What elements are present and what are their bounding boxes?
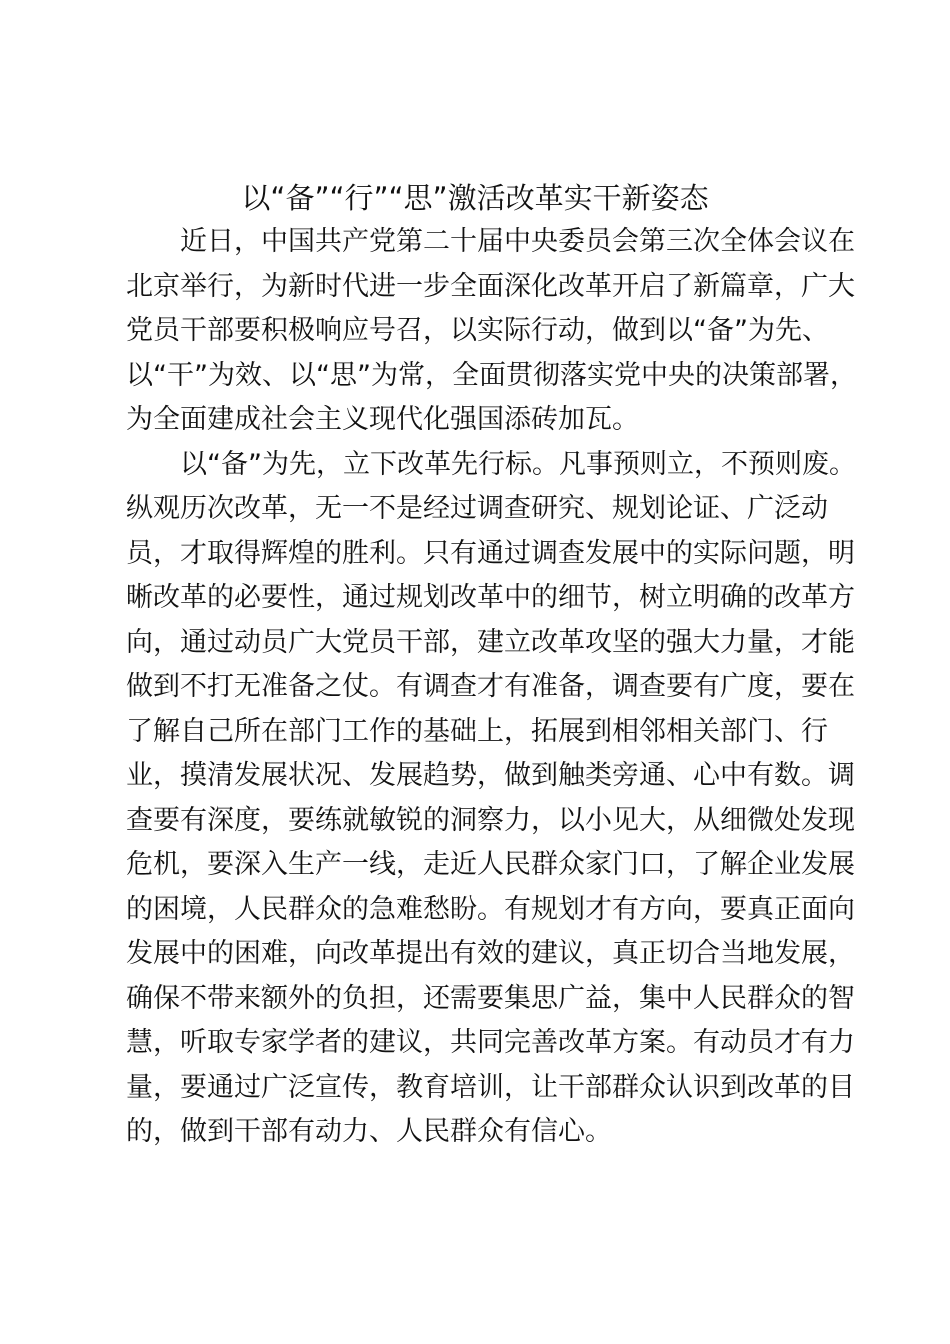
paragraph-1-line-4: 以“干”为效、以“思”为常，全面贯彻落实党中央的决策部署， <box>126 359 857 391</box>
paragraph-2-line-5: 向，通过动员广大党员干部，建立改革攻坚的强大力量，才能 <box>126 626 855 658</box>
paragraph-2-line-2: 纵观历次改革，无一不是经过调查研究、规划论证、广泛动 <box>126 493 828 524</box>
paragraph-1-line-1: 近日，中国共产党第二十届中央委员会第三次全体会议在 <box>180 226 855 257</box>
paragraph-1-line-5: 为全面建成社会主义现代化强国添砖加瓦。 <box>126 404 639 435</box>
paragraph-2-line-12: 发展中的困难，向改革提出有效的建议，真正切合当地发展， <box>126 938 855 969</box>
paragraph-2-line-1: 以“备”为先，立下改革先行标。凡事预则立，不预则废。 <box>180 448 856 480</box>
paragraph-2-line-16: 的，做到干部有动力、人民群众有信心。 <box>126 1116 612 1147</box>
paragraph-2-line-9: 查要有深度，要练就敏锐的洞察力，以小见大，从细微处发现 <box>126 804 855 836</box>
paragraph-1-line-2: 北京举行，为新时代进一步全面深化改革开启了新篇章，广大 <box>126 270 855 302</box>
paragraph-2-line-13: 确保不带来额外的负担，还需要集思广益，集中人民群众的智 <box>126 982 855 1014</box>
paragraph-2-line-7: 了解自己所在部门工作的基础上，拓展到相邻相关部门、行 <box>126 715 828 747</box>
document-body <box>126 220 857 1155</box>
paragraph-2-line-14: 慧，听取专家学者的建议，共同完善改革方案。有动员才有力 <box>126 1027 855 1058</box>
paragraph-2-line-11: 的困境，人民群众的急难愁盼。有规划才有方向，要真正面向 <box>126 893 855 925</box>
paragraph-2-line-4: 晰改革的必要性，通过规划改革中的细节，树立明确的改革方 <box>126 582 855 613</box>
paragraph-2-line-8: 业，摸清发展状况、发展趋势，做到触类旁通、心中有数。调 <box>126 760 855 791</box>
paragraph-2-line-10: 危机，要深入生产一线，走近人民群众家门口，了解企业发展 <box>126 849 855 880</box>
paragraph-2-line-6: 做到不打无准备之仗。有调查才有准备，调查要有广度，要在 <box>126 671 855 702</box>
paragraph-2-line-15: 量，要通过广泛宣传，教育培训，让干部群众认识到改革的目 <box>126 1071 855 1103</box>
document-title: 以“备”“行”“思”激活改革实干新姿态 <box>241 181 709 215</box>
paragraph-1-line-3: 党员干部要积极响应号召，以实际行动，做到以“备”为先、 <box>126 315 829 346</box>
paragraph-2-line-3: 员，才取得辉煌的胜利。只有通过调查发展中的实际问题，明 <box>126 537 855 569</box>
